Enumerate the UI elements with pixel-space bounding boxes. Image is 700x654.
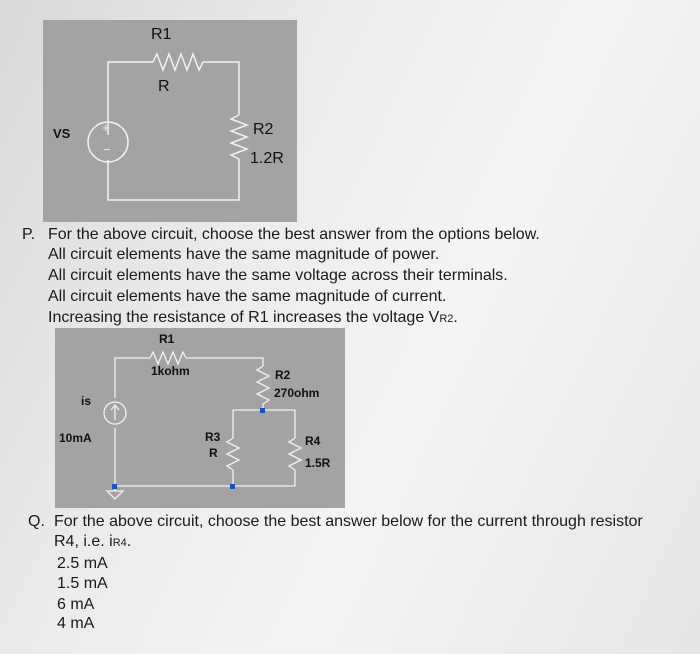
r1-value: R <box>158 78 170 95</box>
c2-is-value: 10mA <box>59 431 92 445</box>
c1-wire-bottom <box>108 159 239 200</box>
c2-r4-value: 1.5R <box>305 456 331 470</box>
question-p-prompt: For the above circuit, choose the best answer from the options below. <box>48 226 540 243</box>
c2-r4-zigzag <box>289 438 301 470</box>
circuit2-diagram <box>55 328 345 508</box>
c1-wire-right-top <box>203 62 239 115</box>
question-q-option-2[interactable]: 1.5 mA <box>57 575 108 592</box>
c2-r2-zigzag <box>257 366 269 404</box>
c2-node-top <box>260 408 265 413</box>
c2-is-name: is <box>81 394 92 408</box>
c2-r3-value: R <box>209 446 218 460</box>
r2-value: 1.2R <box>250 150 284 167</box>
prompt-line2-text: R4, i.e. i <box>54 533 113 550</box>
question-q-prompt: For the above circuit, choose the best answer below for the current through resistor <box>54 513 643 530</box>
question-q-prefix: Q. <box>28 513 45 530</box>
question-q-option-1[interactable]: 2.5 mA <box>57 555 108 572</box>
c2-r3-name: R3 <box>205 430 221 444</box>
vs-minus: − <box>103 142 111 157</box>
r1-zigzag <box>153 54 203 70</box>
c2-r1-name: R1 <box>159 332 175 346</box>
vs-label: VS <box>53 126 71 141</box>
ground-symbol <box>107 491 123 499</box>
question-p-option-2[interactable]: All circuit elements have the same voltage across their terminals. <box>48 267 508 284</box>
option-4-subscript: R2 <box>439 313 454 325</box>
c2-r2-name: R2 <box>275 368 291 382</box>
c2-r3-zigzag <box>227 438 239 470</box>
circuit1-diagram <box>43 20 297 222</box>
prompt-line2-subscript: R4 <box>112 537 127 549</box>
r2-zigzag <box>231 115 247 159</box>
option-4-end: . <box>453 309 458 326</box>
c2-node-bottom <box>230 484 235 489</box>
r2-name: R2 <box>253 121 274 138</box>
vs-plus: + <box>102 120 110 135</box>
question-p-option-3[interactable]: All circuit elements have the same magnitude of current. <box>48 288 447 305</box>
c2-r1-value: 1kohm <box>151 364 190 378</box>
question-p-option-1[interactable]: All circuit elements have the same magnitude of power. <box>48 246 440 263</box>
c2-r1-zigzag <box>150 352 186 364</box>
circuit2-wires <box>55 328 345 508</box>
prompt-line2-end: . <box>126 533 132 550</box>
c2-node-ground <box>112 484 117 489</box>
c2-wire-top-right <box>186 358 263 366</box>
question-p-option-4[interactable] <box>48 308 458 329</box>
c2-r2-value: 270ohm <box>274 386 320 400</box>
option-4-text: Increasing the resistance of R1 increases the voltage V <box>48 309 440 326</box>
question-q-prompt-line2 <box>54 532 131 553</box>
question-q-option-4[interactable]: 4 mA <box>57 615 95 632</box>
question-q-option-3[interactable]: 6 mA <box>57 596 95 613</box>
c1-wire-left-top <box>108 62 153 135</box>
question-p-prefix: P. <box>22 226 36 243</box>
c2-wire-left-top <box>115 358 150 398</box>
r1-name: R1 <box>151 26 172 43</box>
c2-r4-name: R4 <box>305 434 321 448</box>
